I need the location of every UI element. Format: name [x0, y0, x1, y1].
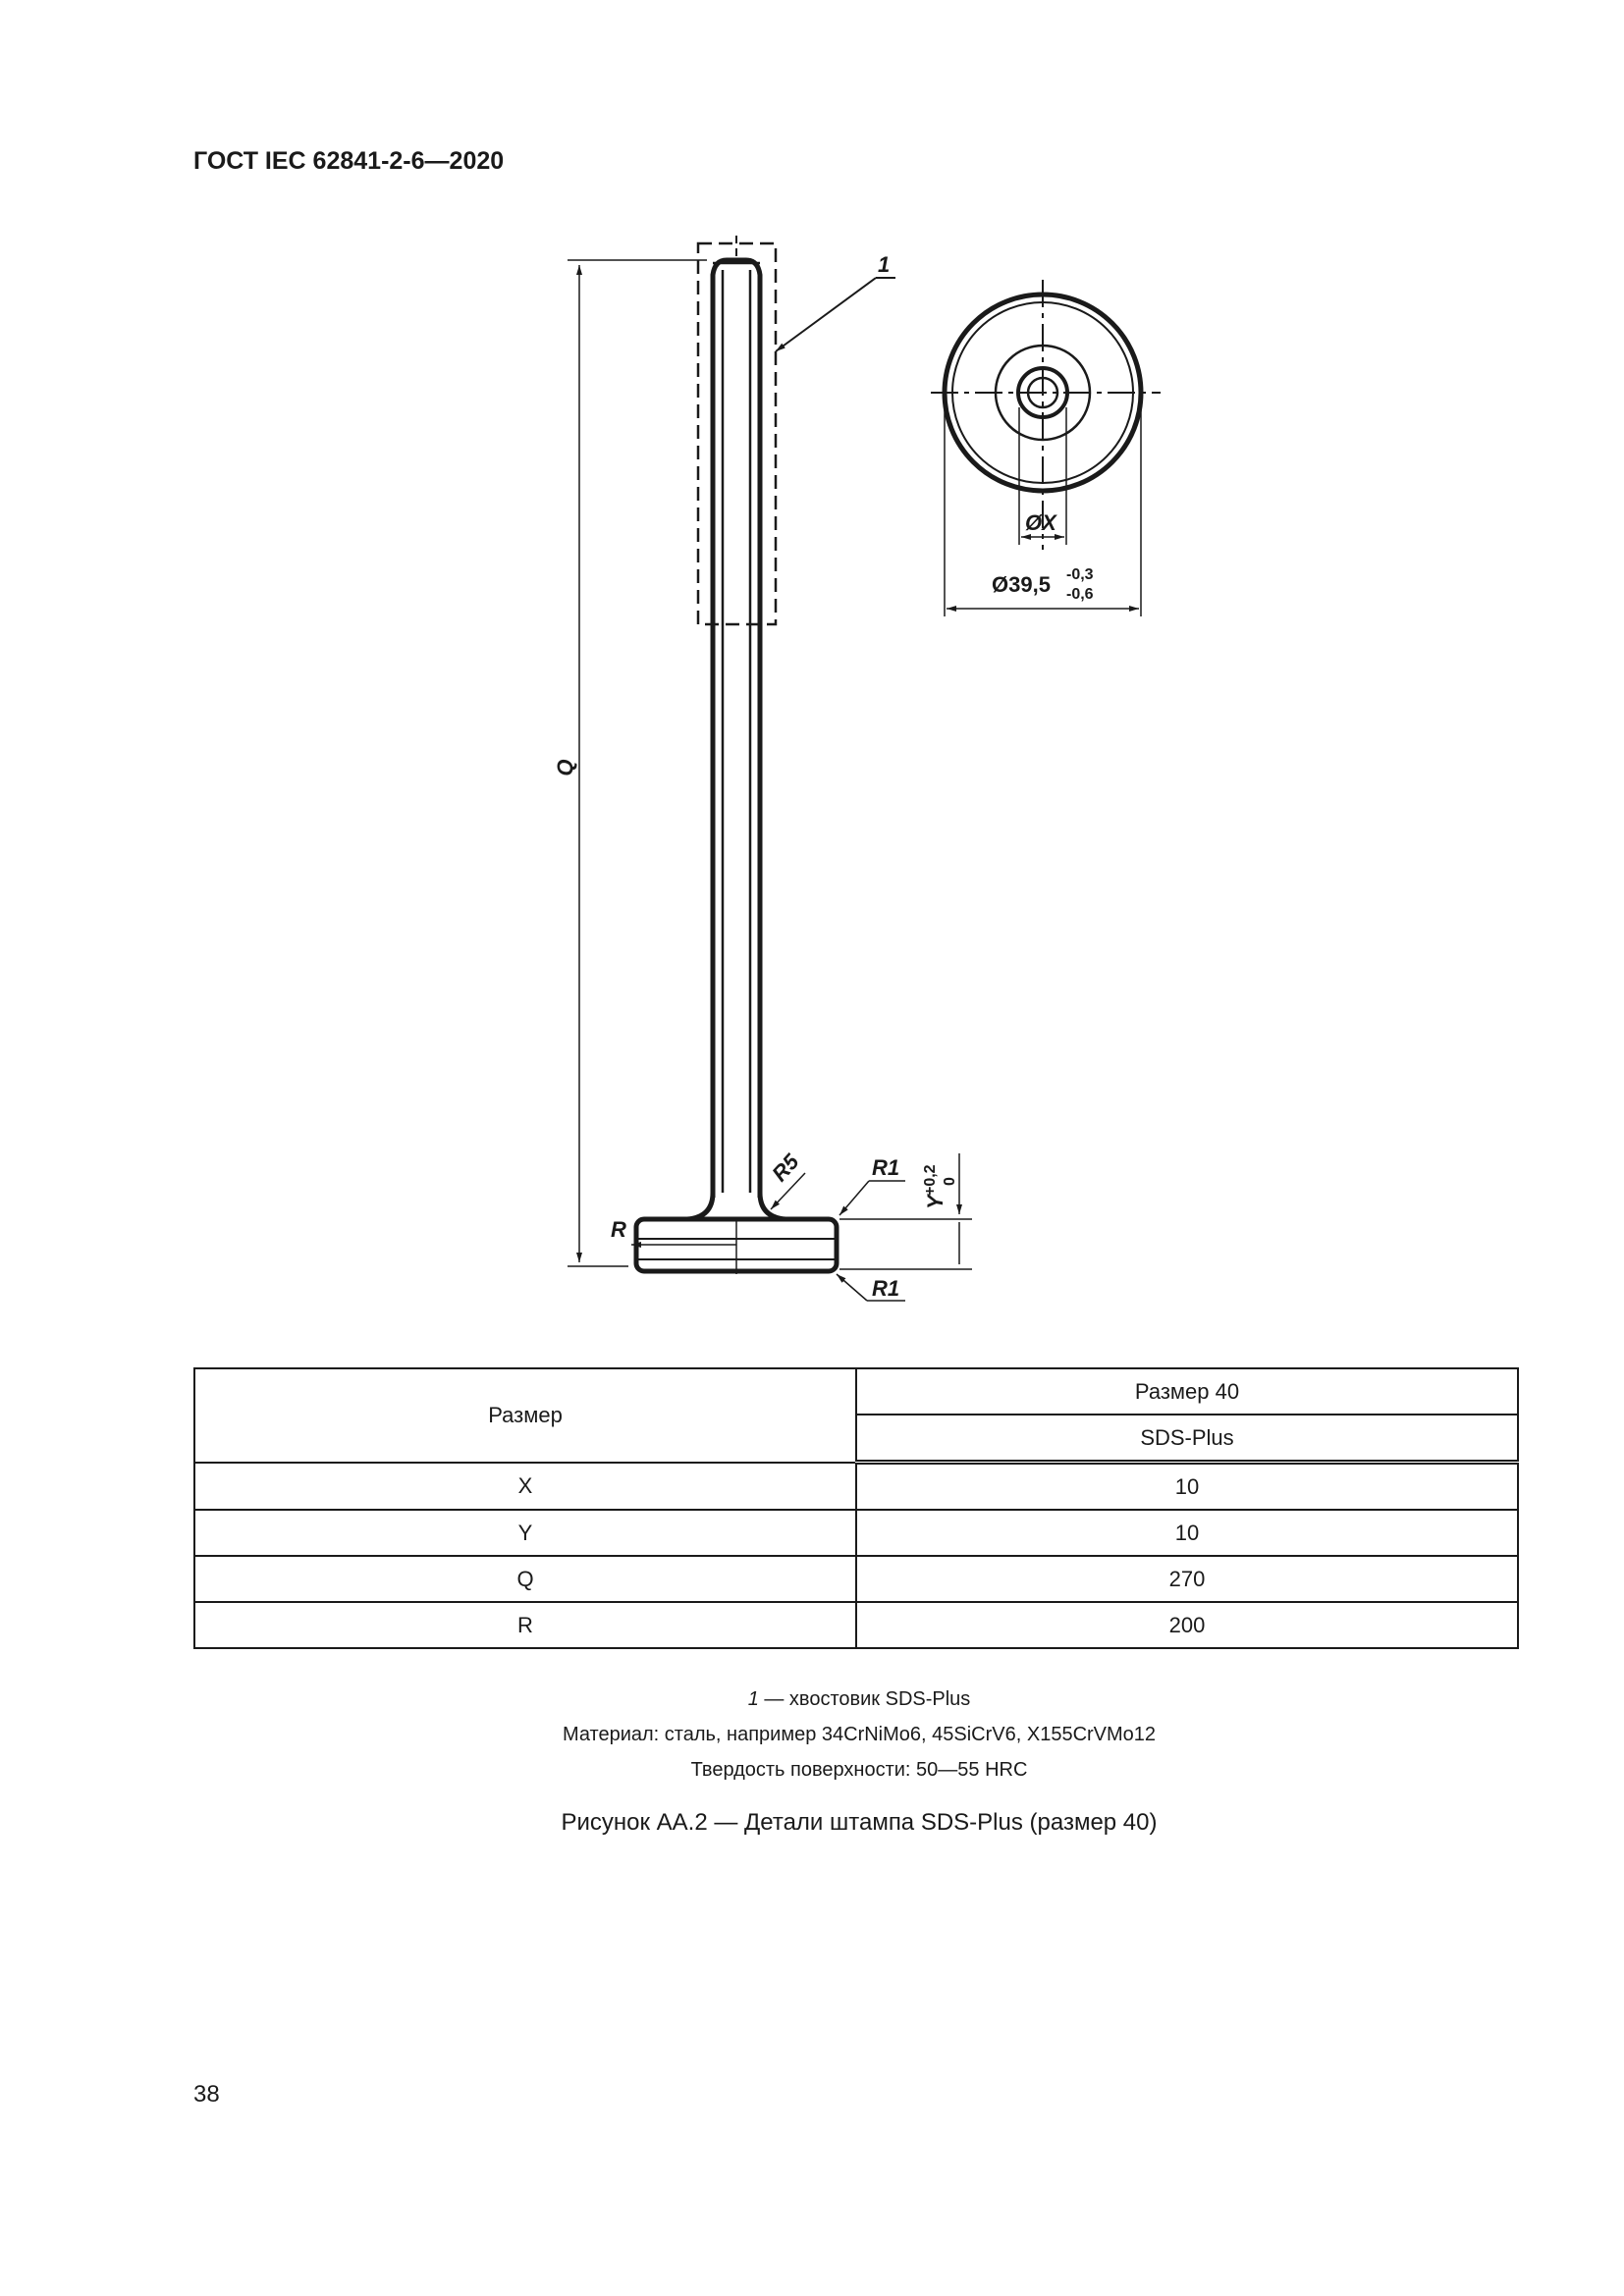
dim-outer-tol-upper: -0,3 — [1066, 566, 1094, 583]
dimension-outer-diameter — [947, 566, 1139, 609]
hardness-note: Твердость поверхности: 50—55 HRC — [690, 1759, 1028, 1781]
table-row — [194, 1510, 1518, 1556]
document-header: ГОСТ IEC 62841-2-6—2020 — [193, 147, 505, 175]
dim-y-tol-lower: 0 — [942, 1177, 958, 1186]
dimensions-table — [193, 1367, 1519, 1649]
param-cell: Q — [194, 1556, 856, 1602]
legend-line — [0, 1688, 1624, 1711]
dim-q-label: Q — [553, 759, 577, 776]
material-note: Материал: сталь, например 34CrNiMo6, 45SiCrV6, X155CrVMo12 — [562, 1724, 1157, 1745]
figure-caption: Рисунок АА.2 — Детали штампа SDS-Plus (размер 40) — [561, 1809, 1158, 1836]
r1-bottom-label: R1 — [872, 1276, 900, 1301]
dimension-y — [839, 1153, 972, 1269]
svg-text:Y: Y — [923, 1195, 947, 1209]
dim-outer-tol-lower: -0,6 — [1066, 586, 1094, 603]
dim-x-label: ØX — [1025, 510, 1056, 535]
value-cell: 10 — [856, 1510, 1518, 1556]
param-cell: R — [194, 1602, 856, 1648]
callout-1 — [776, 252, 895, 351]
header-size-label: Размер — [194, 1368, 856, 1463]
shank-region-outline — [698, 243, 776, 624]
dimension-q — [568, 260, 707, 1266]
dim-y-tol-upper: +0,2 — [922, 1164, 939, 1196]
dim-r-label: R — [611, 1217, 626, 1242]
header-sds-plus: SDS-Plus — [856, 1415, 1518, 1463]
rod-outline — [713, 260, 760, 1198]
dim-y-label — [922, 1164, 958, 1209]
page-number: 38 — [193, 2081, 220, 2108]
radius-r1-bottom — [837, 1274, 905, 1301]
table-row — [194, 1602, 1518, 1648]
radius-r1-top — [839, 1155, 905, 1215]
table-header-row — [194, 1368, 1518, 1415]
dim-outer-label: Ø39,5 — [992, 572, 1051, 597]
r5-label: R5 — [767, 1148, 804, 1187]
value-cell: 200 — [856, 1602, 1518, 1648]
top-view — [931, 280, 1161, 616]
value-cell: 10 — [856, 1463, 1518, 1511]
dimension-x — [1021, 510, 1064, 537]
table-row — [194, 1463, 1518, 1511]
value-cell: 270 — [856, 1556, 1518, 1602]
side-view — [636, 236, 837, 1274]
radius-r5 — [767, 1148, 805, 1209]
param-cell: Y — [194, 1510, 856, 1556]
r1-top-label: R1 — [872, 1155, 900, 1180]
header-size-40: Размер 40 — [856, 1368, 1518, 1415]
callout-label: 1 — [878, 252, 891, 277]
legend-key: 1 — [747, 1688, 759, 1710]
table-row — [194, 1556, 1518, 1602]
param-cell: X — [194, 1463, 856, 1511]
legend-text: — хвостовик SDS-Plus — [758, 1688, 971, 1710]
